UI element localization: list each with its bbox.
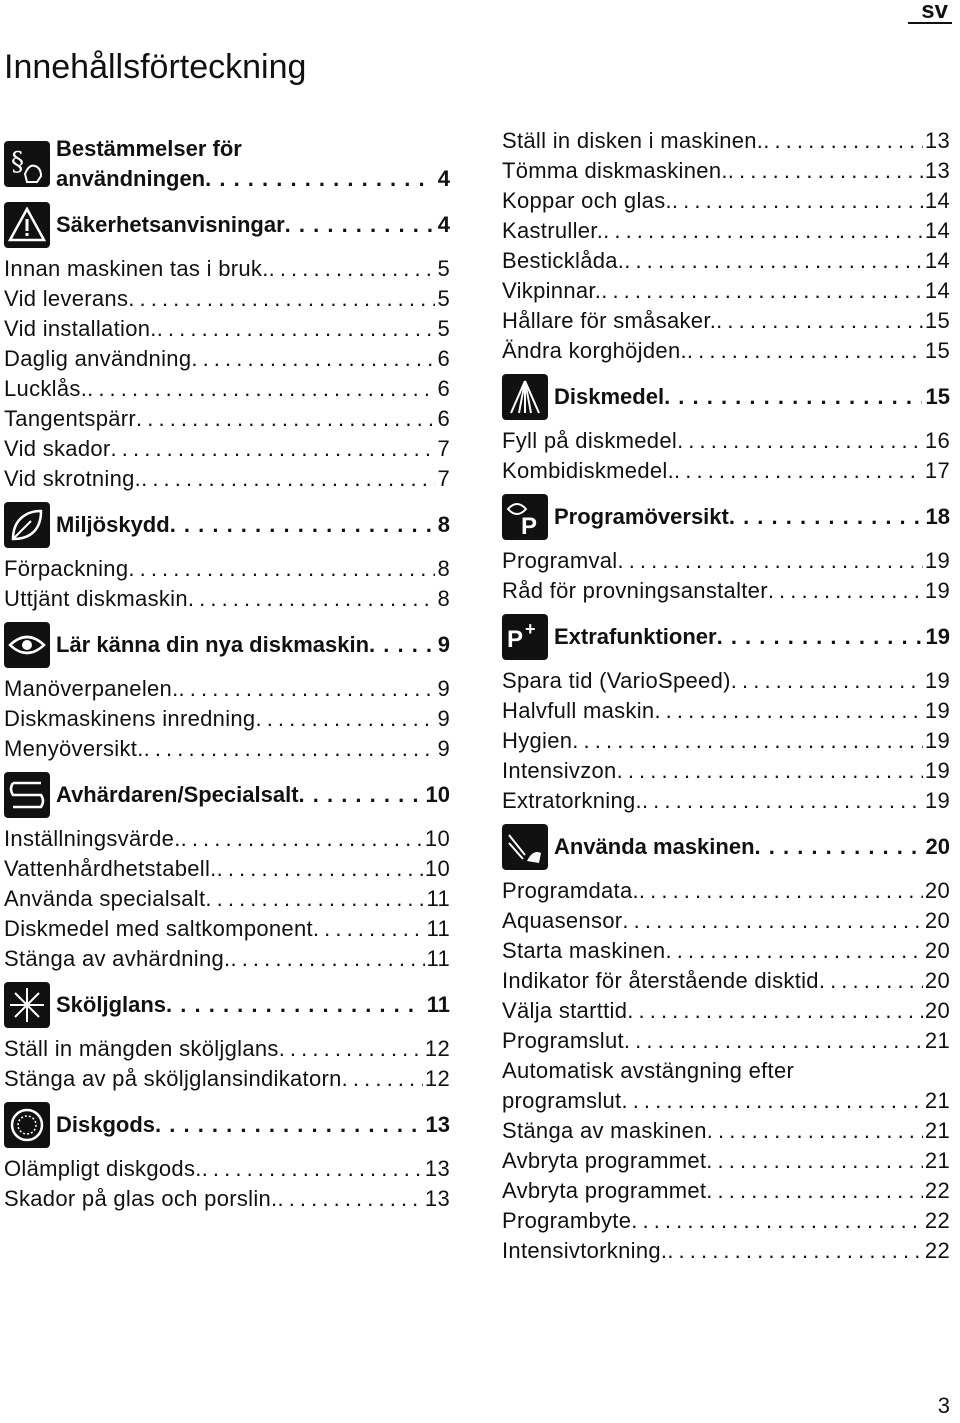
dot-leader bbox=[217, 854, 423, 884]
dot-leader bbox=[622, 906, 923, 936]
toc-entry[interactable] bbox=[502, 1056, 950, 1116]
toc-entry-page: 20 bbox=[924, 938, 950, 963]
toc-entry[interactable] bbox=[502, 336, 950, 366]
dot-leader bbox=[188, 584, 436, 614]
dot-leader bbox=[285, 212, 434, 238]
dot-leader bbox=[706, 1146, 923, 1176]
toc-entry[interactable] bbox=[502, 756, 950, 786]
toc-entry-label: Hygien bbox=[502, 728, 573, 753]
toc-entry-page: 11 bbox=[426, 946, 450, 971]
toc-entry-page: 21 bbox=[924, 1148, 950, 1173]
toc-entry[interactable] bbox=[4, 854, 450, 884]
toc-entry[interactable] bbox=[502, 1116, 950, 1146]
dot-leader bbox=[716, 306, 923, 336]
toc-section-heading[interactable] bbox=[502, 494, 950, 540]
detergent-icon bbox=[502, 374, 548, 420]
toc-entry[interactable] bbox=[4, 914, 450, 944]
dot-leader bbox=[269, 254, 436, 284]
dot-leader bbox=[205, 164, 434, 194]
section-page: 4 bbox=[437, 166, 450, 191]
dot-leader bbox=[87, 374, 435, 404]
dot-leader bbox=[166, 992, 423, 1018]
dot-leader bbox=[277, 1184, 422, 1214]
toc-entry-page: 21 bbox=[924, 1118, 950, 1143]
toc-entry-page: 13 bbox=[424, 1186, 450, 1211]
dot-leader bbox=[342, 1064, 423, 1094]
dot-leader bbox=[674, 456, 923, 486]
toc-entry[interactable] bbox=[4, 374, 450, 404]
rinse-aid-icon bbox=[4, 982, 50, 1028]
dot-leader bbox=[617, 546, 922, 576]
dot-leader bbox=[170, 512, 434, 538]
toc-entry-label: Ställ in mängden sköljglans bbox=[4, 1036, 279, 1061]
section-page: 20 bbox=[925, 834, 950, 859]
section-title: Diskmedel bbox=[554, 384, 665, 409]
dot-leader bbox=[707, 1116, 923, 1146]
dot-leader bbox=[642, 786, 923, 816]
dot-leader bbox=[639, 876, 923, 906]
toc-entry[interactable] bbox=[502, 576, 950, 606]
toc-entry[interactable] bbox=[502, 1026, 950, 1056]
toc-entry-label: Aquasensor bbox=[502, 908, 623, 933]
toc-section-heading[interactable] bbox=[4, 982, 450, 1028]
toc-entry-label: Tömma diskmaskinen. bbox=[502, 158, 728, 183]
toc-entry-label: Välja starttid bbox=[502, 998, 628, 1023]
svg-text:§: § bbox=[11, 147, 24, 177]
toc-entry[interactable] bbox=[4, 734, 450, 764]
toc-entry[interactable] bbox=[502, 1176, 950, 1206]
toc-entry-label: Innan maskinen tas i bruk. bbox=[4, 256, 269, 281]
toc-entry[interactable] bbox=[502, 246, 950, 276]
toc-entry-page: 15 bbox=[924, 308, 950, 333]
toc-entry-label: Avbryta programmet bbox=[502, 1178, 707, 1203]
toc-entry-page: 14 bbox=[924, 248, 950, 273]
toc-entry-page: 22 bbox=[924, 1178, 950, 1203]
softener-icon bbox=[4, 772, 50, 818]
dot-leader bbox=[654, 696, 922, 726]
toc-entry-label: Programdata. bbox=[502, 878, 639, 903]
toc-section-heading[interactable] bbox=[502, 824, 950, 870]
toc-entry-label: programslut bbox=[502, 1088, 622, 1113]
section-page: 18 bbox=[925, 504, 950, 529]
page-title: Innehållsförteckning bbox=[4, 48, 307, 86]
dot-leader bbox=[279, 1034, 423, 1064]
toc-entry[interactable] bbox=[502, 726, 950, 756]
dot-leader bbox=[819, 966, 923, 996]
toc-entry-label: Manöverpanelen. bbox=[4, 676, 179, 701]
toc-entry-label: Stänga av avhärdning. bbox=[4, 946, 231, 971]
toc-entry-page: 19 bbox=[924, 758, 950, 783]
toc-entry-label: Lucklås. bbox=[4, 376, 88, 401]
toc-section-heading[interactable] bbox=[4, 134, 450, 194]
toc-entry-page: 12 bbox=[424, 1036, 450, 1061]
dot-leader bbox=[617, 756, 923, 786]
toc-entry[interactable] bbox=[502, 666, 950, 696]
dot-leader bbox=[755, 834, 922, 860]
toc-entry-label: Programval bbox=[502, 548, 618, 573]
dot-leader bbox=[603, 216, 923, 246]
dot-leader bbox=[141, 464, 435, 494]
toc-entry-label: Vid skrotning. bbox=[4, 466, 142, 491]
toc-entry[interactable] bbox=[502, 1236, 950, 1266]
toc-entry-label: Vid leverans bbox=[4, 286, 129, 311]
dot-leader bbox=[665, 936, 922, 966]
toc-section-heading[interactable] bbox=[4, 622, 450, 668]
toc-entry[interactable] bbox=[502, 456, 950, 486]
toc-entry-label: Vid skador bbox=[4, 436, 111, 461]
toc-entry-page: 8 bbox=[437, 586, 450, 611]
toc-entry-label: Vid installation. bbox=[4, 316, 157, 341]
toc-entry-label: Intensivtorkning. bbox=[502, 1238, 668, 1263]
toc-entry-label: Starta maskinen bbox=[502, 938, 666, 963]
toc-entry[interactable] bbox=[502, 786, 950, 816]
toc-entry[interactable] bbox=[4, 254, 450, 284]
dot-leader bbox=[731, 666, 923, 696]
dot-leader bbox=[631, 1206, 923, 1236]
toc-entry-label: Tangentspärr bbox=[4, 406, 137, 431]
toc-entry-label: Kastruller. bbox=[502, 218, 604, 243]
toc-entry-page: 5 bbox=[437, 286, 450, 311]
dot-leader bbox=[627, 996, 923, 1026]
toc-entry[interactable] bbox=[502, 546, 950, 576]
dot-leader bbox=[205, 884, 424, 914]
toc-entry[interactable] bbox=[4, 1154, 450, 1184]
dot-leader bbox=[128, 284, 435, 314]
toc-section-heading[interactable] bbox=[4, 202, 450, 248]
operate-icon bbox=[502, 824, 548, 870]
toc-entry[interactable] bbox=[502, 906, 950, 936]
svg-text:P: P bbox=[521, 513, 538, 537]
program-overview-icon bbox=[502, 494, 548, 540]
toc-entry-page: 21 bbox=[924, 1028, 950, 1053]
toc-entry-label: Besticklåda. bbox=[502, 248, 625, 273]
toc-entry[interactable] bbox=[502, 276, 950, 306]
dot-leader bbox=[729, 504, 922, 530]
dot-leader bbox=[157, 314, 436, 344]
toc-entry-label: Indikator för återstående disktid bbox=[502, 968, 819, 993]
toc-entry-label: Menyöversikt. bbox=[4, 736, 144, 761]
dot-leader bbox=[717, 624, 922, 650]
toc-entry[interactable] bbox=[4, 404, 450, 434]
toc-entry-label: Kombidiskmedel. bbox=[502, 458, 675, 483]
toc-entry-label: Extratorkning. bbox=[502, 788, 642, 813]
toc-entry-label: Programbyte bbox=[502, 1208, 632, 1233]
toc-entry-label: Råd för provningsanstalter bbox=[502, 578, 768, 603]
toc-entry[interactable] bbox=[502, 186, 950, 216]
page-number: 3 bbox=[937, 1393, 950, 1418]
toc-entry-page: 20 bbox=[924, 908, 950, 933]
section-title: Sköljglans bbox=[56, 992, 167, 1017]
dot-leader bbox=[672, 186, 923, 216]
svg-text:P: P bbox=[507, 626, 524, 653]
toc-entry[interactable] bbox=[4, 1034, 450, 1064]
dot-leader bbox=[111, 434, 436, 464]
toc-entry[interactable] bbox=[4, 884, 450, 914]
svg-text:+: + bbox=[525, 619, 536, 639]
toc-entry[interactable] bbox=[502, 966, 950, 996]
toc-entry-page: 19 bbox=[924, 548, 950, 573]
toc-entry-page: 6 bbox=[437, 406, 450, 431]
toc-entry[interactable] bbox=[4, 1184, 450, 1214]
section-title: Använda maskinen bbox=[554, 834, 755, 859]
dot-leader bbox=[706, 1176, 923, 1206]
toc-entry-page: 9 bbox=[437, 736, 450, 761]
dot-leader bbox=[128, 554, 435, 584]
dot-leader bbox=[601, 276, 923, 306]
toc-entry[interactable] bbox=[502, 1206, 950, 1236]
toc-entry-page: 8 bbox=[437, 556, 450, 581]
toc-entry-page: 7 bbox=[437, 466, 450, 491]
toc-entry-page: 22 bbox=[924, 1238, 950, 1263]
toc-entry-label: Fyll på diskmedel bbox=[502, 428, 678, 453]
section-title: Diskgods bbox=[56, 1112, 156, 1137]
toc-entry-page: 10 bbox=[424, 826, 450, 851]
toc-entry-label: Ställ in disken i maskinen. bbox=[502, 128, 764, 153]
toc-entry-page: 17 bbox=[924, 458, 950, 483]
dot-leader bbox=[768, 576, 923, 606]
toc-section-heading[interactable] bbox=[502, 614, 950, 660]
section-title: Bestämmelser för bbox=[56, 136, 242, 161]
dishes-icon bbox=[4, 1102, 50, 1148]
toc-entry[interactable] bbox=[4, 344, 450, 374]
toc-entry-page: 12 bbox=[424, 1066, 450, 1091]
toc-entry-page: 5 bbox=[437, 316, 450, 341]
toc-entry-page: 10 bbox=[424, 856, 450, 881]
toc-entry-page: 13 bbox=[424, 1156, 450, 1181]
toc-entry-page: 19 bbox=[924, 728, 950, 753]
environment-icon bbox=[4, 502, 50, 548]
toc-entry[interactable] bbox=[502, 306, 950, 336]
extra-functions-icon bbox=[502, 614, 548, 660]
section-title: Lär känna din nya diskmaskin bbox=[56, 632, 370, 657]
toc-entry[interactable] bbox=[4, 824, 450, 854]
toc-entry-page: 9 bbox=[437, 706, 450, 731]
eye-icon bbox=[4, 622, 50, 668]
toc-entry[interactable] bbox=[4, 284, 450, 314]
toc-entry-label: Vikpinnar. bbox=[502, 278, 602, 303]
toc-entry-label: Använda specialsalt bbox=[4, 886, 206, 911]
toc-entry-label: Skador på glas och porslin. bbox=[4, 1186, 278, 1211]
dot-leader bbox=[621, 1086, 922, 1116]
toc-entry[interactable] bbox=[4, 554, 450, 584]
toc-entry-label: Hållare för småsaker. bbox=[502, 308, 717, 333]
toc-entry-page: 13 bbox=[924, 128, 950, 153]
section-page: 9 bbox=[437, 632, 450, 657]
toc-entry-label: Inställningsvärde. bbox=[4, 826, 181, 851]
toc-entry-label: Stänga av maskinen bbox=[502, 1118, 707, 1143]
dot-leader bbox=[191, 344, 435, 374]
section-title: Avhärdaren/Specialsalt bbox=[56, 782, 299, 807]
toc-entry-label: Ändra korghöjden. bbox=[502, 338, 687, 363]
toc-entry-label: Diskmaskinens inredning bbox=[4, 706, 256, 731]
toc-entry[interactable] bbox=[502, 426, 950, 456]
dot-leader bbox=[677, 426, 923, 456]
section-title: användningen bbox=[56, 166, 206, 191]
toc-entry-label: Automatisk avstängning efter bbox=[502, 1058, 795, 1083]
toc-entry-label: Halvfull maskin bbox=[502, 698, 655, 723]
toc-entry-page: 22 bbox=[924, 1208, 950, 1233]
toc-entry[interactable] bbox=[502, 156, 950, 186]
toc-entry-page: 14 bbox=[924, 188, 950, 213]
toc-entry[interactable] bbox=[4, 944, 450, 974]
toc-entry-page: 14 bbox=[924, 218, 950, 243]
toc-entry-page: 13 bbox=[924, 158, 950, 183]
section-page: 19 bbox=[925, 624, 950, 649]
dot-leader bbox=[572, 726, 923, 756]
toc-entry-page: 5 bbox=[437, 256, 450, 281]
dot-leader bbox=[763, 126, 923, 156]
toc-entry-label: Daglig användning bbox=[4, 346, 192, 371]
toc-section-heading[interactable] bbox=[502, 374, 950, 420]
section-page: 13 bbox=[425, 1112, 450, 1137]
toc-entry-page: 6 bbox=[437, 376, 450, 401]
dot-leader bbox=[179, 674, 436, 704]
dot-leader bbox=[624, 1026, 923, 1056]
toc-entry-page: 7 bbox=[437, 436, 450, 461]
section-title: Programöversikt bbox=[554, 504, 729, 529]
regulations-icon bbox=[4, 141, 50, 187]
warning-icon bbox=[4, 202, 50, 248]
section-page: 11 bbox=[426, 992, 450, 1017]
toc-entry[interactable] bbox=[502, 876, 950, 906]
section-title: Miljöskydd bbox=[56, 512, 170, 537]
dot-leader bbox=[181, 824, 423, 854]
dot-leader bbox=[664, 384, 921, 410]
dot-leader bbox=[155, 1112, 421, 1138]
toc-entry[interactable] bbox=[4, 434, 450, 464]
toc-entry-page: 15 bbox=[924, 338, 950, 363]
toc-entry-label: Koppar och glas. bbox=[502, 188, 672, 213]
toc-entry[interactable] bbox=[4, 584, 450, 614]
toc-section-heading[interactable] bbox=[4, 1102, 450, 1148]
dot-leader bbox=[687, 336, 923, 366]
toc-entry-label: Förpackning bbox=[4, 556, 129, 581]
dot-leader bbox=[667, 1236, 923, 1266]
dot-leader bbox=[144, 734, 436, 764]
toc-entry-page: 19 bbox=[924, 668, 950, 693]
toc-entry[interactable] bbox=[4, 1064, 450, 1094]
toc-entry-page: 14 bbox=[924, 278, 950, 303]
dot-leader bbox=[202, 1154, 423, 1184]
toc-entry[interactable] bbox=[4, 314, 450, 344]
toc-entry-label: Olämpligt diskgods. bbox=[4, 1156, 202, 1181]
toc-entry-label: Stänga av på sköljglansindikatorn bbox=[4, 1066, 342, 1091]
toc-entry-label: Intensivzon bbox=[502, 758, 617, 783]
toc-section-heading[interactable] bbox=[4, 502, 450, 548]
toc-entry-label: Uttjänt diskmaskin bbox=[4, 586, 188, 611]
toc-entry-page: 19 bbox=[924, 698, 950, 723]
toc-entry[interactable] bbox=[502, 126, 950, 156]
toc-entry-label: Avbryta programmet bbox=[502, 1148, 707, 1173]
section-page: 4 bbox=[437, 212, 450, 237]
toc-entry-page: 20 bbox=[924, 878, 950, 903]
toc-entry-page: 9 bbox=[437, 676, 450, 701]
toc-entry[interactable] bbox=[502, 936, 950, 966]
section-title: Extrafunktioner bbox=[554, 624, 717, 649]
dot-leader bbox=[299, 782, 422, 808]
dot-leader bbox=[255, 704, 435, 734]
toc-entry-label: Vattenhårdhetstabell. bbox=[4, 856, 217, 881]
section-page: 10 bbox=[425, 782, 450, 807]
toc-entry[interactable] bbox=[502, 696, 950, 726]
toc-entry[interactable] bbox=[502, 1146, 950, 1176]
toc-entry-page: 21 bbox=[924, 1088, 950, 1113]
dot-leader bbox=[313, 914, 425, 944]
toc-entry-page: 19 bbox=[924, 578, 950, 603]
dot-leader bbox=[624, 246, 923, 276]
toc-entry[interactable] bbox=[4, 704, 450, 734]
toc-entry[interactable] bbox=[4, 674, 450, 704]
toc-entry-label: Spara tid (VarioSpeed) bbox=[502, 668, 731, 693]
toc-entry[interactable] bbox=[4, 464, 450, 494]
toc-entry-label: Programslut bbox=[502, 1028, 624, 1053]
toc-entry-page: 11 bbox=[426, 916, 450, 941]
toc-entry-page: 19 bbox=[924, 788, 950, 813]
section-title: Säkerhetsanvisningar bbox=[56, 212, 285, 237]
language-tab: sv bbox=[908, 0, 952, 24]
dot-leader bbox=[136, 404, 435, 434]
dot-leader bbox=[230, 944, 424, 974]
toc-entry[interactable] bbox=[502, 996, 950, 1026]
toc-entry-label: Diskmedel med saltkomponent bbox=[4, 916, 313, 941]
section-page: 8 bbox=[437, 512, 450, 537]
toc-entry-page: 16 bbox=[924, 428, 950, 453]
dot-leader bbox=[728, 156, 923, 186]
toc-entry-page: 11 bbox=[426, 886, 450, 911]
toc-entry-page: 20 bbox=[924, 968, 950, 993]
toc-entry-page: 6 bbox=[437, 346, 450, 371]
dot-leader bbox=[369, 632, 434, 658]
toc-right-column bbox=[502, 126, 950, 1266]
toc-entry-page: 20 bbox=[924, 998, 950, 1023]
section-page: 15 bbox=[925, 384, 950, 409]
toc-entry[interactable] bbox=[502, 216, 950, 246]
toc-left-column bbox=[4, 126, 450, 1214]
toc-section-heading[interactable] bbox=[4, 772, 450, 818]
